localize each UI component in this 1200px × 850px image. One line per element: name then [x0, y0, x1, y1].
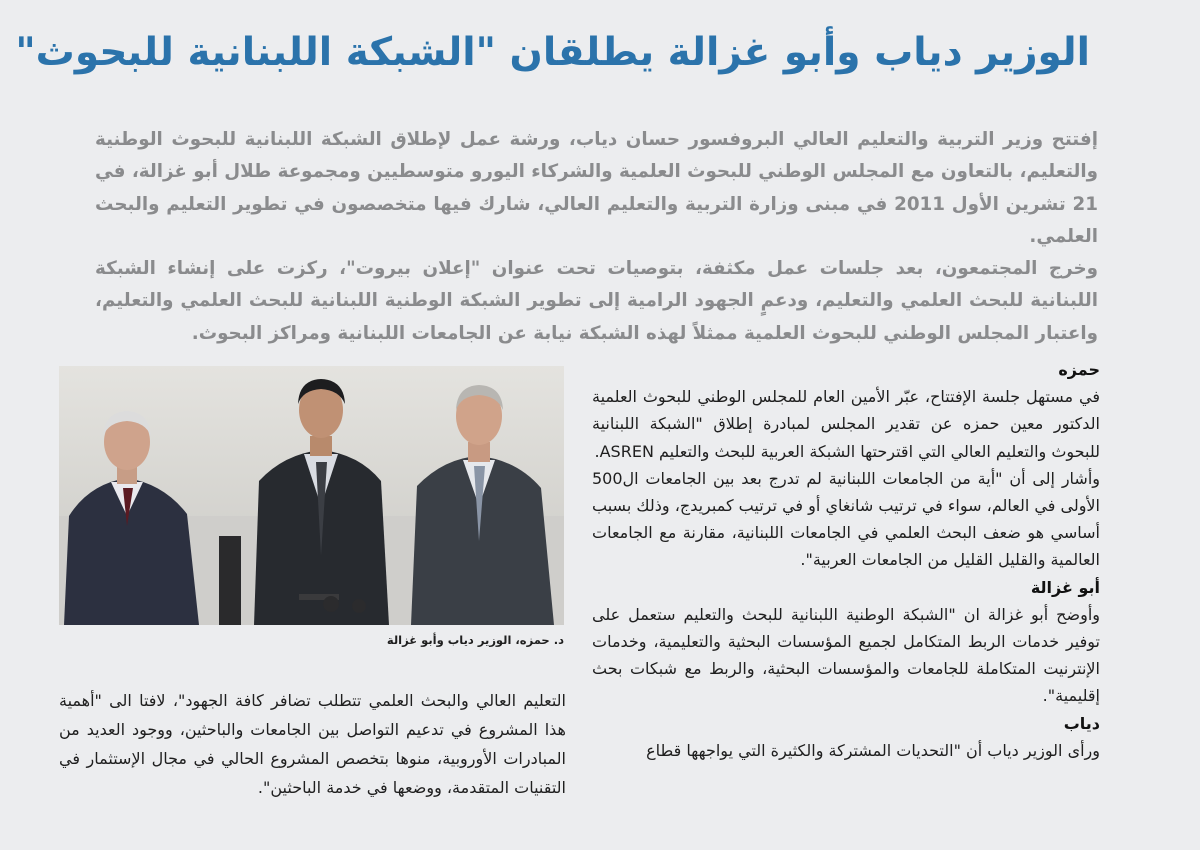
photo-caption: د. حمزه، الوزير دياب وأبو غزالة — [386, 633, 564, 647]
right-column — [592, 356, 1100, 764]
article-photo — [59, 366, 564, 625]
section-paragraph: ورأى الوزير دياب أن "التحديات المشتركة والكثيرة التي يواجهها قطاع — [646, 740, 1100, 760]
section-paragraph: وأوضح أبو غزالة ان "الشبكة الوطنية اللبنانية للبحث والتعليم ستعمل على توفير خدمات الربط المتكامل لجميع المؤسسات البحثية والتعليمية، وخدمات الإنترنيت المتكاملة للجامعات والمؤسسات البحثية، والربط مع شبكات بحث إقليمية". — [592, 604, 1100, 706]
article-lead — [95, 124, 1098, 350]
lead-paragraph: وخرج المجتمعون، بعد جلسات عمل مكثفة، بتوصيات تحت عنوان "إعلان بيروت"، ركزت على إنشاء الشبكة اللبنانية للبحث العلمي والتعليم، ودعمٍ الجهود الرامية إلى تطوير الشبكة الوطنية اللبنانية للبحث العلمي والتعليم، واعتبار المجلس الوطني للبحوث العلمية ممثلاً لهذه الشبكة نيابة عن الجامعات اللبنانية ومراكز البحوث. — [95, 258, 1098, 344]
section-paragraph: في مستهل جلسة الإفتتاح، عبّر الأمين العام للمجلس الوطني للبحوث العلمية الدكتور معين حمزه عن تقدير المجلس لمبادرة إطلاق "الشبكة اللبنانية للبحوث والتعليم العالي التي اقترحتها الشبكة العربية للبحث والتعليم ASREN. — [592, 387, 1100, 461]
section-heading-abu-ghazaleh: أبو غزالة — [1030, 577, 1100, 597]
photo-three-men — [59, 366, 564, 625]
left-column — [59, 686, 566, 802]
section-paragraph: وأشار إلى أن "أية من الجامعات اللبنانية لم تدرج بعد بين الجامعات ال500 الأولى في العالم، سواء في ترتيب شانغاي أو في ترتيب كمبريدج، وذلك بسبب أساسي هو ضعف البحث العلمي في الجامعات اللبنانية، مقارنة مع الجامعات العالمية والقليل القليل من الجامعات العربية". — [592, 468, 1100, 570]
section-heading-hamzeh: حمزه — [1058, 360, 1100, 379]
article-title: الوزير دياب وأبو غزالة يطلقان "الشبكة اللبنانية للبحوث" — [15, 30, 1090, 75]
lead-paragraph: إفتتح وزير التربية والتعليم العالي البروفسور حسان دياب، ورشة عمل لإطلاق الشبكة اللبنانية للبحوث الوطنية والتعليم، بالتعاون مع المجلس الوطني للبحوث العلمية والشركاء اليورو متوسطيين ومجموعة طلال أبو غزالة، في 21 تشرين الأول 2011 في مبنى وزارة التربية والتعليم العالي، شارك فيها متخصصون في تطوير التعليم والبحث العلمي. — [95, 129, 1098, 247]
left-column-text: التعليم العالي والبحث العلمي تتطلب تضافر كافة الجهود"، لافتا الى "أهمية هذا المشروع في تدعيم التواصل بين الجامعات والباحثين، ووجود العديد من المبادرات الأوروبية، منوها بتخصص المشروع الحالي في مجال الإستثمار في التقنيات المتقدمة، ووضعها في خدمة الباحثين". — [59, 691, 566, 797]
section-heading-diab: دياب — [1063, 713, 1100, 733]
